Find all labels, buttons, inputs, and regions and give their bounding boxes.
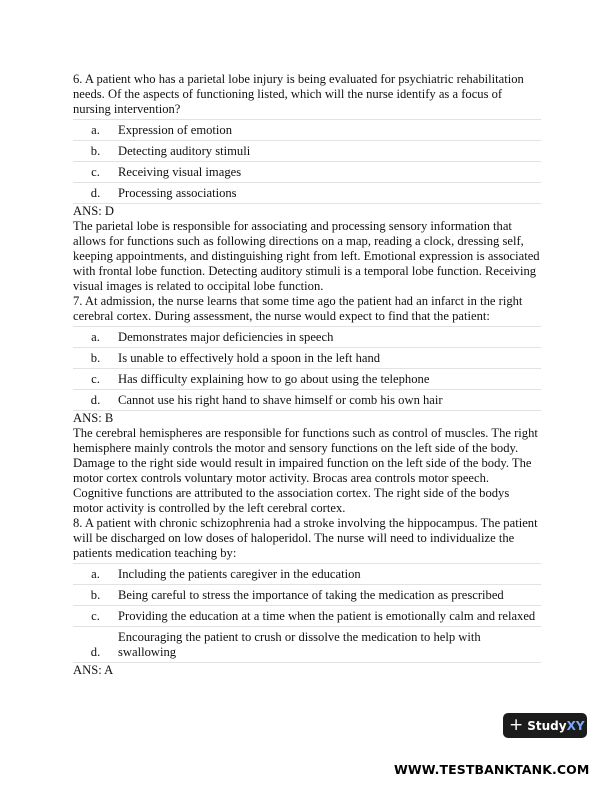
option-text: Expression of emotion [118,120,541,141]
option-letter: a. [73,327,118,348]
question-stem: 6. A patient who has a parietal lobe injury is being evaluated for psychiatric rehabilitation needs. Of the aspects of functioning listed, which will the nurse identify as a focus of nursing intervention? [73,72,524,116]
question-stem: 8. A patient with chronic schizophrenia had a stroke involving the hippocampus. The patient will be discharged on low doses of haloperidol. The nurse will need to individualize the patients medication teaching by: [73,516,538,560]
option-letter: a. [73,564,118,585]
option-text: Being careful to stress the importance of taking the medication as prescribed [118,585,541,606]
question-stem: 7. At admission, the nurse learns that some time ago the patient had an infarct in the right cerebral cortex. During assessment, the nurse would expect to find that the patient: [73,294,523,323]
option-row [73,627,541,663]
badge-study-text: Study [527,718,567,733]
option-text: Including the patients caregiver in the education [118,564,541,585]
option-text: Has difficulty explaining how to go about using the telephone [118,369,541,390]
option-text: Detecting auditory stimuli [118,141,541,162]
option-row [73,141,541,162]
option-text: Processing associations [118,183,541,204]
option-row [73,606,541,627]
rationale: The cerebral hemispheres are responsible for functions such as control of muscles. The right hemisphere mainly controls the motor and sensory functions on the left side of the body. Damage to the right side would result in impaired function on the left side of the body. The motor cortex controls voluntary motor activity. Brocas area controls motor speech. Cognitive functions are attributed to the association cortex. The right side of the bodys motor activity is controlled by the left cerebral cortex. [73,426,538,515]
option-row [73,120,541,141]
option-letter: b. [73,141,118,162]
option-text: Is unable to effectively hold a spoon in the left hand [118,348,541,369]
option-letter: c. [73,369,118,390]
options-table [73,119,541,204]
option-letter: d. [73,627,118,663]
plus-icon: + [509,715,524,735]
answer-key: ANS: D [73,204,114,218]
option-row [73,183,541,204]
option-letter: d. [73,183,118,204]
option-text: Receiving visual images [118,162,541,183]
option-letter: d. [73,390,118,411]
rationale: The parietal lobe is responsible for associating and processing sensory information that allows for functions such as following directions on a map, reading a clock, dressing self, keeping appointments, and distinguishing right from left. Emotional expression is associated with frontal lobe function. Detecting auditory stimuli is a temporal lobe function. Receiving visual images is related to occipital lobe function. [73,219,540,293]
option-letter: c. [73,162,118,183]
document-body [73,72,541,678]
answer-key: ANS: B [73,411,114,425]
option-row [73,585,541,606]
option-letter: b. [73,348,118,369]
badge-label [527,719,584,733]
badge-xy-text: XY [566,718,585,733]
option-text: Cannot use his right hand to shave himself or comb his own hair [118,390,541,411]
answer-key: ANS: A [73,663,114,677]
options-table [73,326,541,411]
option-row [73,327,541,348]
options-table [73,563,541,663]
option-row [73,348,541,369]
option-letter: c. [73,606,118,627]
option-row [73,564,541,585]
studyxy-badge[interactable] [503,713,587,738]
option-text: Providing the education at a time when the patient is emotionally calm and relaxed [118,606,541,627]
option-letter: b. [73,585,118,606]
option-text: Demonstrates major deficiencies in speech [118,327,541,348]
option-text: Encouraging the patient to crush or dissolve the medication to help with swallowing [118,627,541,663]
option-row [73,390,541,411]
option-row [73,369,541,390]
option-letter: a. [73,120,118,141]
option-row [73,162,541,183]
footer-website[interactable]: WWW.TESTBANKTANK.COM [394,762,590,777]
